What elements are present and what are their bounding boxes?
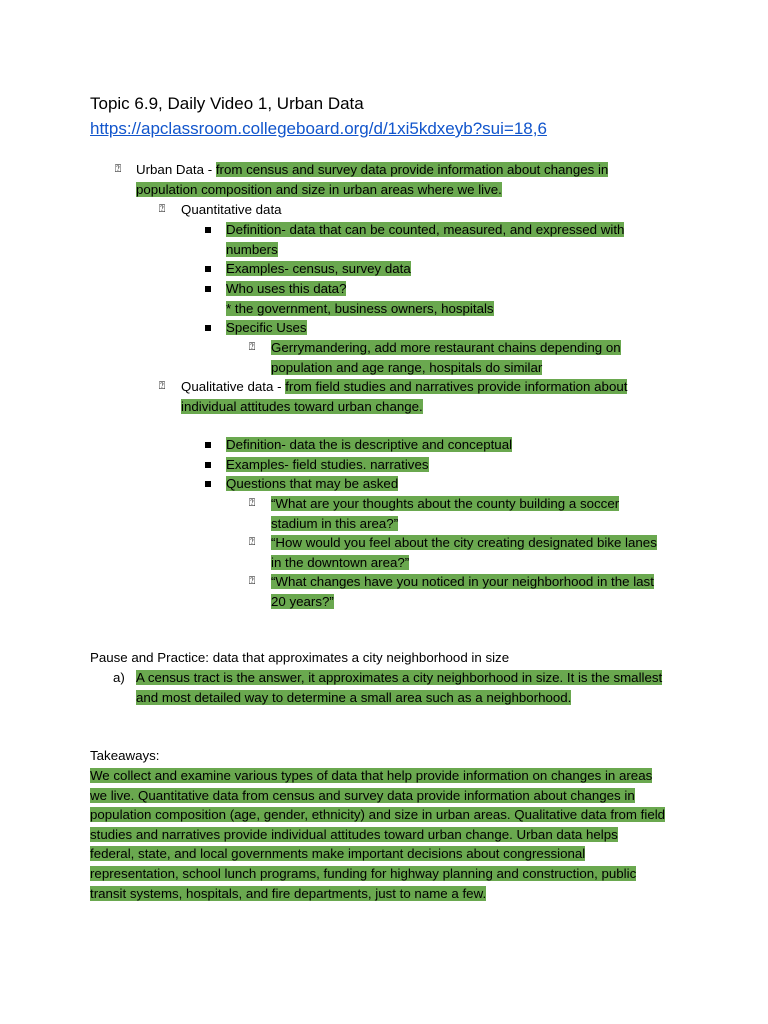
qualitative-definition: Definition- data the is descriptive and conceptual bbox=[226, 437, 513, 452]
urban-data-highlight-1: from census and survey data provide information about changes in bbox=[215, 162, 609, 177]
square-bullet-icon bbox=[205, 227, 211, 233]
quantitative-definition: Definition- data that can be counted, measured, and expressed with numbers bbox=[226, 222, 625, 257]
page-title: Topic 6.9, Daily Video 1, Urban Data bbox=[90, 94, 364, 113]
square-bullet-icon bbox=[205, 462, 211, 468]
square-bullet-icon bbox=[205, 286, 211, 292]
square-bullet-icon bbox=[205, 442, 211, 448]
pause-practice-answer: A census tract is the answer, it approximates a city neighborhood in size. It is the smallest and most detailed way to determine a small area such as a neighborhood. bbox=[136, 670, 663, 705]
pause-practice-prompt: Pause and Practice: data that approximates a city neighborhood in size bbox=[90, 650, 510, 665]
answer-marker: a) bbox=[113, 670, 125, 685]
bullet-glyph-icon: ⍰ bbox=[158, 203, 166, 215]
takeaways-paragraph: We collect and examine various types of data that help provide information on changes in areas we live. Quantitative data from census and survey data provide information about changes in population composition (age, gender, ethnicity) and size in urban areas. Qualitative data from field studies and narratives provide individual attitudes toward urban change. Urban data helps federal, state, and local governments make important decisions about congressional representation, school lunch programs, funding for highway planning and construction, public transit systems, hospitals, and fire departments, just to name a few. bbox=[90, 768, 666, 901]
quantitative-who-uses: Who uses this data? * the government, business owners, hospitals bbox=[226, 281, 494, 316]
urban-data-label: Urban Data - bbox=[136, 162, 216, 177]
quantitative-examples: Examples- census, survey data bbox=[226, 261, 411, 276]
question-item: “How would you feel about the city creating designated bike lanes in the downtown area?” bbox=[271, 535, 657, 570]
urban-data-highlight-2: population composition and size in urban areas where we live. bbox=[136, 181, 502, 197]
specific-uses-detail: Gerrymandering, add more restaurant chains depending on population and age range, hospitals do similar bbox=[271, 340, 621, 375]
question-item: “What are your thoughts about the county building a soccer stadium in this area?” bbox=[271, 496, 620, 531]
square-bullet-icon bbox=[205, 266, 211, 272]
question-item: “What changes have you noticed in your neighborhood in the last 20 years?” bbox=[271, 574, 654, 609]
bullet-glyph-icon: ⍰ bbox=[114, 163, 122, 175]
urban-data-item bbox=[136, 160, 676, 199]
bullet-glyph-icon: ⍰ bbox=[158, 380, 166, 392]
bullet-glyph-icon: ⍰ bbox=[248, 341, 256, 353]
bullet-glyph-icon: ⍰ bbox=[248, 575, 256, 587]
qualitative-examples: Examples- field studies. narratives bbox=[226, 457, 429, 472]
video-link[interactable]: https://apclassroom.collegeboard.org/d/1xi5kdxeyb?sui=18,6 bbox=[90, 119, 547, 138]
takeaways-heading: Takeaways: bbox=[90, 748, 160, 763]
bullet-glyph-icon: ⍰ bbox=[248, 536, 256, 548]
quantitative-label: Quantitative data bbox=[181, 202, 282, 217]
quantitative-specific-uses: Specific Uses bbox=[226, 320, 307, 335]
square-bullet-icon bbox=[205, 481, 211, 487]
bullet-glyph-icon: ⍰ bbox=[248, 497, 256, 509]
qualitative-questions-label: Questions that may be asked bbox=[226, 476, 399, 491]
square-bullet-icon bbox=[205, 325, 211, 331]
qualitative-item: Qualitative data - from field studies and narratives provide information about individual attitudes toward urban change. bbox=[181, 379, 628, 414]
qualitative-label: Qualitative data - bbox=[181, 379, 286, 394]
